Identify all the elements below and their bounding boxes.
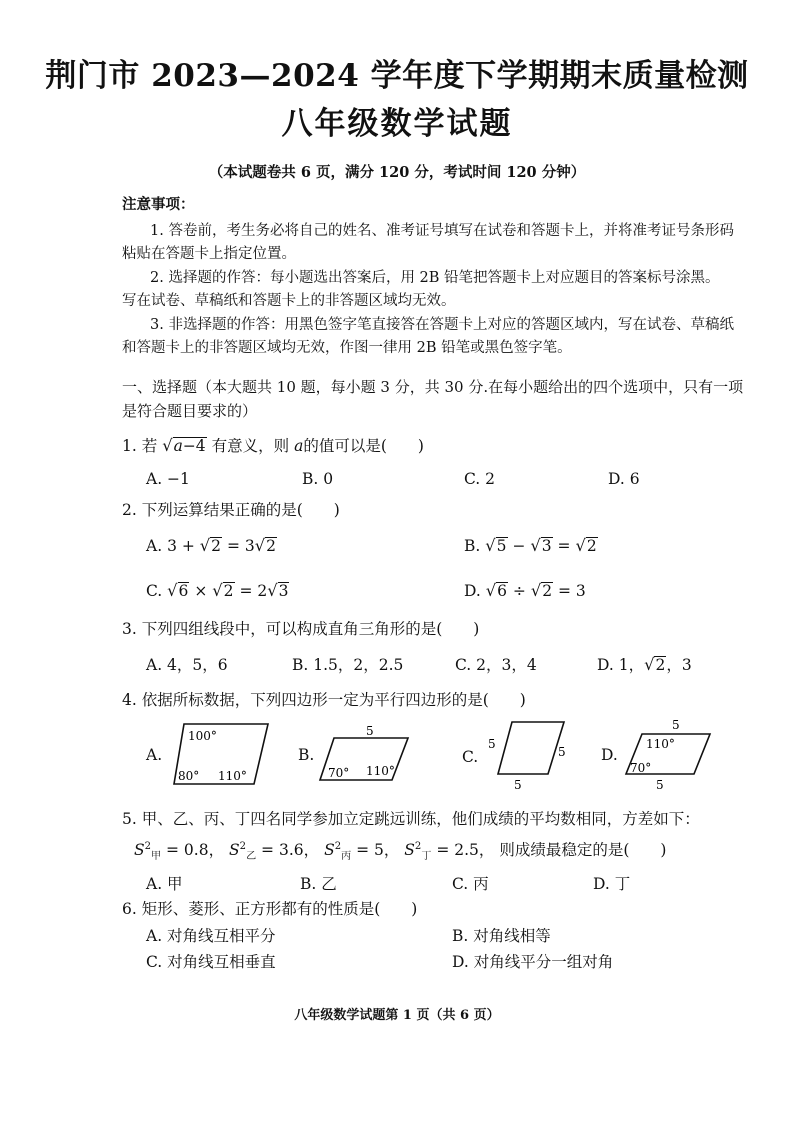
- angle-label-a2: 80°: [178, 769, 200, 783]
- q3-option-d: D. 1，√2，3: [597, 655, 692, 674]
- side-label-d-top: 5: [672, 718, 680, 732]
- angle-label-d1: 110°: [646, 737, 675, 751]
- angle-label-b1: 70°: [328, 766, 350, 780]
- question-5-stem: 5. 甲、乙、丙、丁四名同学参加立定跳远训练，他们成绩的平均数相同，方差如下：: [122, 810, 700, 828]
- sqrt-icon: √: [530, 536, 541, 555]
- q3-option-b: B. 1.5，2，2.5: [292, 656, 404, 674]
- q5-option-b: B. 乙: [300, 875, 337, 893]
- notes-heading: 注意事项：: [122, 196, 195, 213]
- q3-option-a: A. 4，5，6: [146, 656, 228, 674]
- angle-label-a1: 100°: [188, 729, 217, 743]
- question-6-stem: 6. 矩形、菱形、正方形都有的性质是( ): [122, 900, 418, 918]
- q1-mid: 有意义，则: [211, 437, 290, 455]
- question-2-stem: 2. 下列运算结果正确的是( ): [122, 501, 340, 519]
- side-label-c-right: 5: [558, 745, 566, 759]
- q4-figure-d: [622, 716, 718, 792]
- question-1-stem: [122, 434, 424, 456]
- q5-option-c: C. 丙: [452, 875, 489, 893]
- q4-figure-b: [316, 722, 416, 786]
- note-1-line2: 粘贴在答题卡上指定位置。: [122, 246, 296, 262]
- sqrt-icon: √: [254, 536, 266, 555]
- angle-label-d2: 70°: [630, 761, 652, 775]
- q1-option-c: C. 2: [464, 470, 496, 488]
- q2-option-b: B. √5 − √3 = √2: [464, 536, 597, 555]
- side-label-b-top: 5: [366, 724, 374, 738]
- sqrt-icon: √: [530, 581, 542, 600]
- q4-option-a-label: A.: [146, 746, 163, 764]
- sqrt-icon: √: [212, 581, 223, 600]
- note-1-line1: 1. 答卷前，考生务必将自己的姓名、准考证号填写在试卷和答题卡上，并将准考证号条形码: [150, 223, 734, 239]
- q4-option-b-label: B.: [298, 746, 315, 764]
- q1-post: 的值可以是( ): [303, 437, 424, 455]
- q2-option-c: C. √6 × √2 = 2√3: [146, 581, 289, 600]
- q1-pre: 若: [141, 437, 158, 455]
- exam-subtitle: （本试题卷共 6 页，满分 120 分，考试时间 120 分钟）: [208, 164, 586, 181]
- sqrt-icon: √: [485, 581, 497, 600]
- q1-number: 1.: [122, 437, 137, 455]
- page-footer: 八年级数学试题第 1 页（共 6 页）: [294, 1008, 500, 1023]
- q6-option-c: C. 对角线互相垂直: [146, 953, 276, 971]
- note-2-line1: 2. 选择题的作答：每小题选出答案后，用 2B 铅笔把答题卡上对应题目的答案标号涂黑。: [150, 270, 720, 286]
- exam-title-line1: 荆门市 2023—2024 学年度下学期期末质量检测: [45, 58, 749, 94]
- sqrt-icon: √: [162, 436, 173, 455]
- section1-line2: 是符合题目要求的）: [122, 402, 258, 420]
- side-label-c-bottom: 5: [514, 778, 522, 792]
- q6-option-d: D. 对角线平分一组对角: [452, 953, 614, 971]
- q5-variances: $S^2_甲 = 0.8$， $S^2_乙 = 3.6$， $S^2_丙 = 5$， $S^2_丁 = 2.5$， 则成绩最稳定的是( ): [134, 840, 667, 863]
- angle-label-b2: 110°: [366, 764, 395, 778]
- note-3-line2: 和答题卡上的非答题区域均无效，作图一律用 2B 铅笔或黑色签字笔。: [122, 340, 572, 356]
- q4-option-c-label: C.: [462, 748, 479, 766]
- note-2-line2: 写在试卷、草稿纸和答题卡上的非答题区域均无效。: [122, 293, 456, 309]
- question-4-stem: 4. 依据所标数据，下列四边形一定为平行四边形的是( ): [122, 691, 526, 709]
- q4-figure-c: [484, 716, 574, 792]
- sqrt-icon: √: [644, 655, 655, 674]
- q5-option-d: D. 丁: [593, 875, 631, 893]
- q1-radicand: a−4: [173, 437, 206, 455]
- q1-option-b: B. 0: [302, 470, 334, 488]
- question-3-stem: 3. 下列四组线段中，可以构成直角三角形的是( ): [122, 620, 480, 638]
- section1-line1: 一、选择题（本大题共 10 题，每小题 3 分，共 30 分.在每小题给出的四个选项中，只有一项: [122, 378, 744, 396]
- q1-var: a: [294, 437, 304, 455]
- quadrilateral-c-shape: [498, 722, 564, 774]
- q6-option-a: A. 对角线互相平分: [146, 927, 276, 945]
- sqrt-icon: √: [575, 536, 586, 555]
- q6-option-b: B. 对角线相等: [452, 927, 551, 945]
- exam-title-line2: 八年级数学试题: [281, 106, 513, 142]
- q1-option-a: A. −1: [146, 470, 190, 488]
- side-label-c-left: 5: [488, 737, 496, 751]
- q2-option-a: A. 3 + √2 = 3√2: [146, 536, 276, 555]
- q1-option-d: D. 6: [608, 470, 640, 488]
- q4-option-d-label: D.: [601, 746, 618, 764]
- q4-figure-a: [168, 718, 278, 788]
- side-label-d-bottom: 5: [656, 778, 664, 792]
- angle-label-a3: 110°: [218, 769, 247, 783]
- note-3-line1: 3. 非选择题的作答：用黑色签字笔直接答在答题卡上对应的答题区域内，写在试卷、草稿纸: [150, 317, 734, 333]
- sqrt-icon: √: [485, 536, 496, 555]
- q5-option-a: A. 甲: [146, 875, 183, 893]
- q2-option-d: D. √6 ÷ √2 = 3: [464, 581, 586, 600]
- sqrt-icon: √: [267, 581, 278, 600]
- sqrt-icon: √: [199, 536, 211, 555]
- q3-option-c: C. 2，3，4: [455, 656, 537, 674]
- sqrt-icon: √: [167, 581, 178, 600]
